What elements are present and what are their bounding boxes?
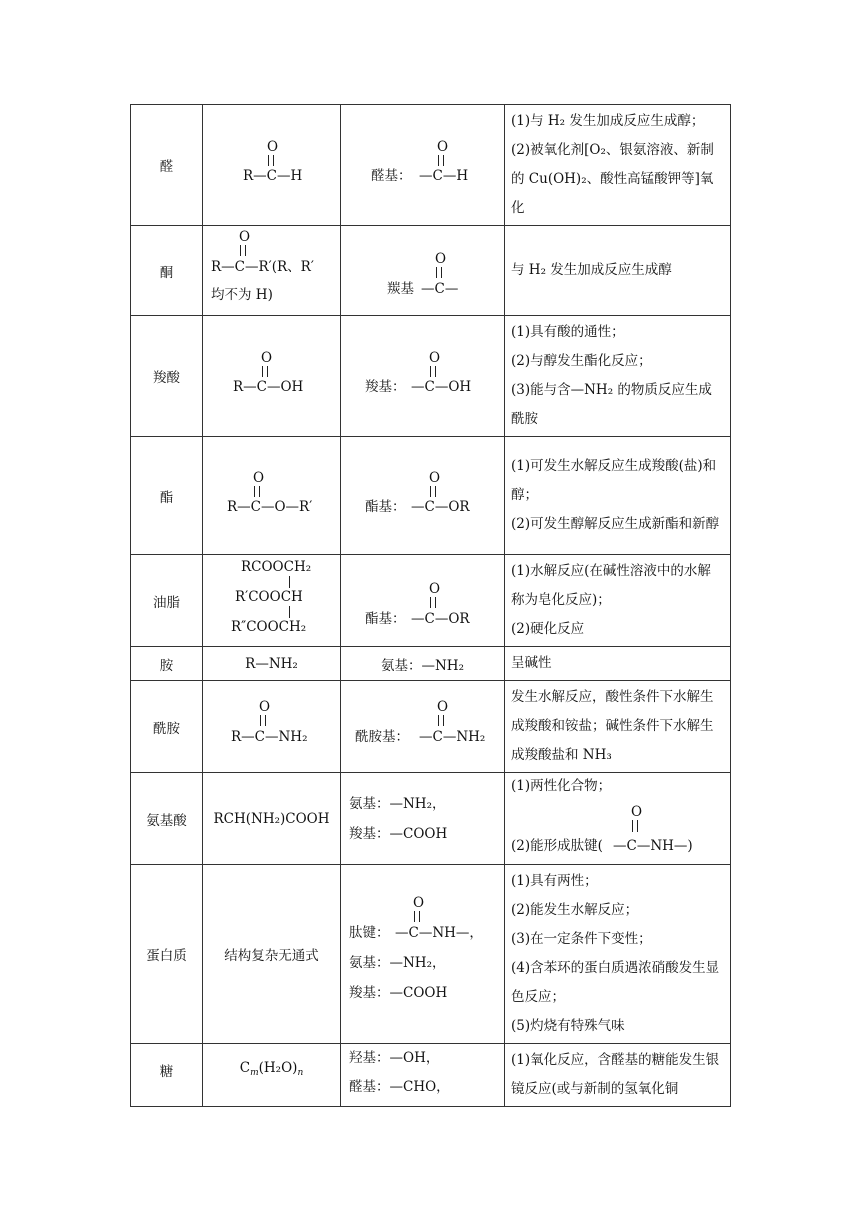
class-name-cell: 醛 (131, 105, 203, 226)
property-line: (4)含苯环的蛋白质遇浓硝酸发生显色反应； (511, 960, 720, 1005)
organic-compound-table (130, 104, 731, 1107)
group-label: 酯基： (365, 498, 406, 515)
double-bond (254, 486, 260, 497)
property-line: 呈碱性 (511, 655, 552, 671)
group-label: 酰胺基： (355, 728, 409, 745)
formula-water: (H₂O) (258, 1060, 298, 1076)
structure-cell (203, 226, 341, 316)
group-line: 醛基：—CHO， (349, 1079, 450, 1095)
property-line: (1)可发生水解反应生成羧酸(盐)和醇； (511, 458, 717, 503)
group-label: 醛基： (371, 168, 412, 184)
group-label: 肽键： (349, 925, 390, 941)
property-line: (2)与醇发生酯化反应； (511, 353, 652, 369)
functional-group-cell (341, 773, 505, 865)
oxygen-label: O (429, 469, 441, 486)
property-line: (1)具有两性； (511, 873, 598, 889)
group-formula: —C—OH (411, 379, 472, 395)
structure-cell (203, 1044, 341, 1107)
functional-group-cell (341, 865, 505, 1044)
structure-cell (203, 437, 341, 555)
class-name-cell: 蛋白质 (131, 865, 203, 1044)
double-bond (430, 486, 436, 497)
table-row-ester (131, 437, 731, 555)
triglyceride-line-2: R′COOCH (235, 588, 303, 605)
structure-formula: R—C—NH₂ (231, 728, 308, 745)
property-line: (1)两性化合物； (511, 777, 612, 794)
double-bond (438, 715, 444, 726)
property-line: (2)能发生水解反应； (511, 902, 639, 918)
structure-cell (203, 105, 341, 226)
table-row-ketone (131, 226, 731, 316)
oxygen-label: O (429, 350, 441, 366)
double-bond (414, 911, 420, 922)
double-bond (260, 715, 266, 726)
formula-c: C (239, 1060, 251, 1076)
functional-group-cell (341, 437, 505, 555)
class-name-cell: 羧酸 (131, 316, 203, 437)
oxygen-label: O (259, 698, 271, 715)
oxygen-label: O (413, 895, 425, 911)
table-row-sugar (131, 1044, 731, 1107)
structure-cell (203, 316, 341, 437)
group-formula: —C—OR (411, 610, 470, 627)
structure-cell: RCH(NH₂)COOH (203, 773, 341, 865)
structure-cell: R—NH₂ (203, 647, 341, 681)
structure-cell (203, 681, 341, 773)
property-line: (2)能形成肽键( (511, 837, 603, 854)
backbone-bond (289, 606, 290, 618)
property-line: (2)硬化反应 (511, 621, 585, 637)
functional-group-cell (341, 555, 505, 647)
property-line: (1)水解反应(在碱性溶液中的水解称为皂化反应)； (511, 563, 711, 608)
structure-formula: R—C—R′(R、R′ (211, 258, 314, 275)
table-row-protein (131, 865, 731, 1044)
table-row-amino-acid (131, 773, 731, 865)
property-line: (3)在一定条件下变性； (511, 931, 652, 947)
group-formula: —C—H (419, 168, 469, 184)
property-line: (1)与 H₂ 发生加成反应生成醇； (511, 113, 705, 129)
functional-group-cell (341, 316, 505, 437)
double-bond (632, 820, 638, 832)
structure-cell (203, 555, 341, 647)
peptide-bond-formula: —C—NH—) (613, 837, 693, 854)
property-line: (5)灼烧有特殊气味 (511, 1018, 625, 1034)
oxygen-label: O (239, 228, 251, 245)
property-cell (505, 1044, 731, 1107)
property-cell (505, 865, 731, 1044)
group-formula: —C—OR (411, 498, 470, 515)
double-bond (436, 267, 442, 278)
double-bond (268, 155, 274, 166)
group-formula: —C— (421, 280, 459, 297)
group-formula: —C—NH—， (395, 925, 483, 941)
double-bond (438, 155, 444, 166)
property-cell (505, 555, 731, 647)
class-name-cell: 酯 (131, 437, 203, 555)
double-bond (262, 366, 268, 377)
property-cell (505, 647, 731, 681)
structure-formula: R—C—O—R′ (227, 498, 313, 515)
triglyceride-line-1: RCOOCH₂ (241, 558, 312, 575)
functional-group-cell (341, 1044, 505, 1107)
oxygen-label: O (253, 469, 265, 486)
table-row-aldehyde (131, 105, 731, 226)
table-row-amide (131, 681, 731, 773)
property-cell (505, 105, 731, 226)
oxygen-label: O (437, 139, 449, 155)
property-line: (2)被氧化剂[O₂、银氨溶液、新制的 Cu(OH)₂、酸性高锰酸钾等]氧化 (511, 142, 714, 216)
backbone-bond (289, 576, 290, 588)
class-name-cell: 糖 (131, 1044, 203, 1107)
functional-group-cell (341, 681, 505, 773)
triglyceride-line-3: R″COOCH₂ (231, 618, 307, 635)
oxygen-label: O (267, 139, 279, 155)
property-cell (505, 773, 731, 865)
property-line: (2)可发生醇解反应生成新酯和新醇 (511, 516, 720, 532)
oxygen-label: O (631, 803, 643, 820)
table-row-fat-oil (131, 555, 731, 647)
group-label: 酯基： (365, 610, 406, 627)
double-bond (430, 366, 436, 377)
group-line: 羧基：—COOH (349, 825, 448, 842)
functional-group-cell: 氨基：—NH₂ (341, 647, 505, 681)
group-label: 羰基 (387, 280, 414, 297)
class-name-cell: 酰胺 (131, 681, 203, 773)
property-line: 与 H₂ 发生加成反应生成醇 (511, 262, 672, 278)
class-name-cell: 胺 (131, 647, 203, 681)
formula-subscript-m: m (250, 1068, 259, 1078)
table-row-amine (131, 647, 731, 681)
class-name-cell: 氨基酸 (131, 773, 203, 865)
property-cell (505, 681, 731, 773)
property-line: (3)能与含—NH₂ 的物质反应生成酰胺 (511, 382, 712, 427)
oxygen-label: O (261, 350, 273, 366)
double-bond (240, 245, 246, 256)
formula-subscript-n: n (297, 1068, 304, 1078)
property-cell (505, 226, 731, 316)
group-line: 羧基：—COOH (349, 985, 448, 1001)
class-name-cell: 酮 (131, 226, 203, 316)
structure-formula: R—C—OH (233, 379, 304, 395)
functional-group-cell (341, 226, 505, 316)
group-formula: —C—NH₂ (419, 728, 486, 745)
property-text: 发生水解反应，酸性条件下水解生成羧酸和铵盐；碱性条件下水解生成羧酸盐和 NH₃ (511, 689, 714, 763)
structure-note: 均不为 H) (211, 286, 273, 303)
group-line: 氨基：—NH₂， (349, 795, 446, 812)
oxygen-label: O (429, 580, 441, 597)
group-label: 羧基： (365, 379, 406, 395)
property-line: (1)具有酸的通性； (511, 324, 625, 340)
property-text: (1)氧化反应，含醛基的糖能发生银镜反应(或与新制的氢氧化铜 (511, 1052, 720, 1097)
table-row-carboxylic-acid (131, 316, 731, 437)
property-table-container (130, 104, 730, 1107)
functional-group-cell (341, 105, 505, 226)
structure-cell: 结构复杂无通式 (203, 865, 341, 1044)
double-bond (430, 597, 436, 608)
group-line: 羟基：—OH， (349, 1050, 440, 1066)
class-name-cell: 油脂 (131, 555, 203, 647)
oxygen-label: O (437, 698, 449, 715)
property-cell (505, 316, 731, 437)
structure-formula: R—C—H (243, 168, 303, 184)
property-cell (505, 437, 731, 555)
group-line: 氨基：—NH₂， (349, 955, 446, 971)
oxygen-label: O (435, 250, 447, 267)
